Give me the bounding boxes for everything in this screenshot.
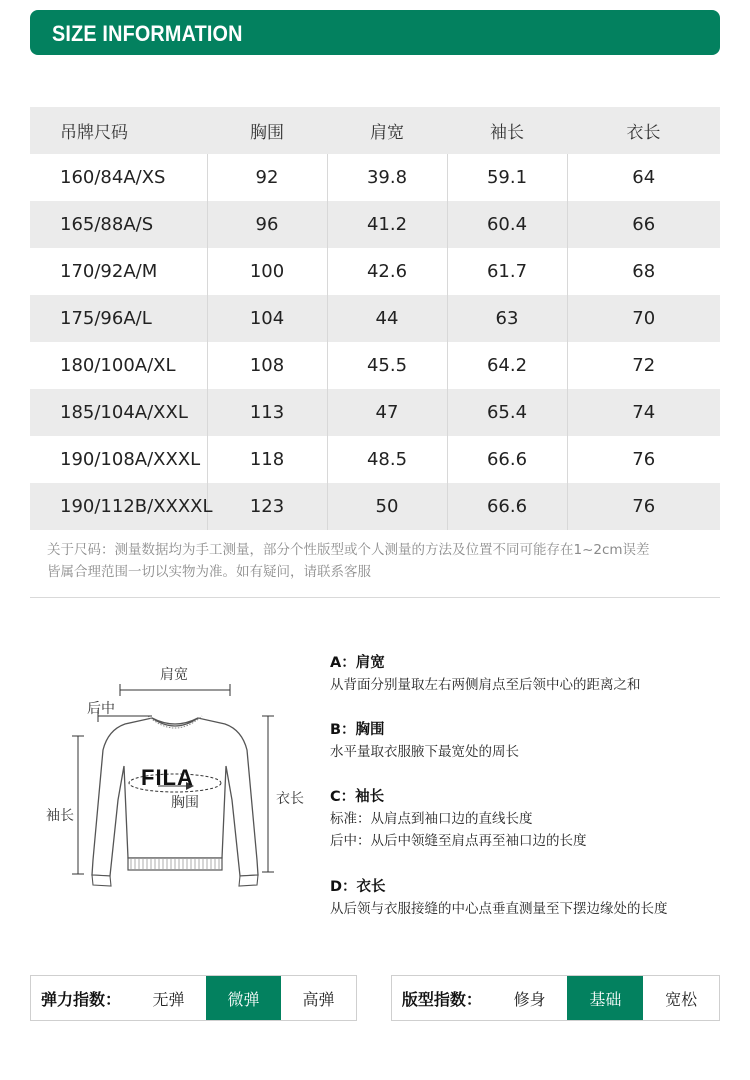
cell-size: 180/100A/XL	[60, 355, 176, 376]
definition-title: A：肩宽	[330, 655, 385, 671]
cell-length: 74	[567, 389, 720, 436]
elasticity-option: 微弹	[206, 976, 281, 1020]
note-line-1: 关于尺码：测量数据均为手工测量，部分个性版型或个人测量的方法及位置不同可能存在1~2cm误差	[47, 542, 650, 558]
elasticity-option: 高弹	[302, 989, 335, 1009]
table-header-row	[30, 107, 720, 154]
col-header-chest: 胸围	[207, 107, 327, 154]
shoulder-width-label: 肩宽	[160, 667, 188, 683]
cell-shoulder: 41.2	[327, 201, 447, 248]
cell-length: 66	[567, 201, 720, 248]
cell-sleeve: 65.4	[447, 389, 567, 436]
col-header-size: 吊牌尺码	[30, 107, 207, 154]
cell-shoulder: 50	[327, 483, 447, 530]
cell-chest: 104	[207, 295, 327, 342]
size-table	[30, 107, 720, 530]
cell-chest: 123	[207, 483, 327, 530]
fit-option: 修身	[513, 989, 546, 1009]
cell-length: 70	[567, 295, 720, 342]
cell-length: 72	[567, 342, 720, 389]
elasticity-title: 弹力指数：	[40, 989, 121, 1009]
cell-sleeve: 60.4	[447, 201, 567, 248]
cell-chest: 108	[207, 342, 327, 389]
definition-chest	[330, 719, 730, 763]
col-header-sleeve: 袖长	[447, 107, 567, 154]
definition-title: D：衣长	[330, 879, 386, 895]
col-header-length: 衣长	[567, 107, 720, 154]
elasticity-index	[30, 975, 357, 1021]
definition-shoulder	[330, 652, 730, 696]
definition-text: 从背面分别量取左右两侧肩点至后领中心的距离之和	[330, 677, 641, 693]
chest-label: 胸围	[171, 795, 199, 811]
cell-chest: 92	[207, 154, 327, 201]
cell-length: 68	[567, 248, 720, 295]
cell-size: 170/92A/M	[60, 261, 158, 282]
cell-shoulder: 47	[327, 389, 447, 436]
table-row	[30, 154, 720, 201]
cell-length: 76	[567, 483, 720, 530]
back-center-label: 后中	[87, 701, 115, 717]
definition-sleeve	[330, 786, 730, 852]
table-row	[30, 201, 720, 248]
table-row	[30, 483, 720, 530]
cell-shoulder: 39.8	[327, 154, 447, 201]
table-row	[30, 436, 720, 483]
cell-size: 175/96A/L	[30, 295, 207, 342]
measurement-diagram	[40, 650, 330, 910]
cell-sleeve: 66.6	[447, 483, 567, 530]
cell-length: 64	[567, 154, 720, 201]
definition-text: 标准：从肩点到袖口边的直线长度	[330, 811, 533, 827]
cell-sleeve: 63	[447, 295, 567, 342]
cell-sleeve: 59.1	[447, 154, 567, 201]
table-row	[30, 248, 720, 295]
definition-title: C：袖长	[330, 789, 385, 805]
cell-sleeve: 61.7	[447, 248, 567, 295]
definition-text: 水平量取衣服腋下最宽处的周长	[330, 744, 519, 760]
measurement-note	[47, 539, 727, 583]
col-header-shoulder: 肩宽	[327, 107, 447, 154]
cell-sleeve: 66.6	[447, 436, 567, 483]
sleeve-length-label: 袖长	[46, 808, 74, 824]
size-info-header	[30, 10, 720, 55]
cell-size: 165/88A/S	[30, 201, 207, 248]
definition-text: 从后领与衣服接缝的中心点垂直测量至下摆边缘处的长度	[330, 901, 668, 917]
cell-chest: 100	[207, 248, 327, 295]
cell-size: 190/108A/XXXL	[60, 449, 201, 470]
note-line-2: 皆属合理范围一切以实物为准。如有疑问，请联系客服	[47, 564, 371, 580]
body-length-label: 衣长	[276, 791, 304, 807]
section-divider	[30, 597, 720, 598]
cell-size: 185/104A/XXL	[30, 389, 207, 436]
cell-chest: 96	[207, 201, 327, 248]
cell-shoulder: 48.5	[327, 436, 447, 483]
fit-option: 基础	[567, 976, 643, 1020]
fila-logo: FILA	[141, 765, 194, 790]
fit-title: 版型指数：	[401, 989, 482, 1009]
elasticity-option: 无弹	[152, 989, 185, 1009]
fit-index	[391, 975, 720, 1021]
fit-option: 宽松	[665, 989, 698, 1009]
table-row	[30, 342, 720, 389]
cell-length: 76	[567, 436, 720, 483]
definition-text: 后中：从后中领缝至肩点再至袖口边的长度	[330, 833, 587, 849]
cell-sleeve: 64.2	[447, 342, 567, 389]
definition-length	[330, 876, 730, 920]
table-row	[30, 389, 720, 436]
cell-shoulder: 42.6	[327, 248, 447, 295]
cell-chest: 118	[207, 436, 327, 483]
cell-shoulder: 45.5	[327, 342, 447, 389]
cell-chest: 113	[207, 389, 327, 436]
header-title: SIZE INFORMATION	[52, 21, 243, 46]
cell-shoulder: 44	[327, 295, 447, 342]
cell-size: 160/84A/XS	[60, 167, 166, 188]
cell-size: 190/112B/XXXXL	[30, 483, 207, 530]
table-row	[30, 295, 720, 342]
definition-title: B：胸围	[330, 722, 385, 738]
